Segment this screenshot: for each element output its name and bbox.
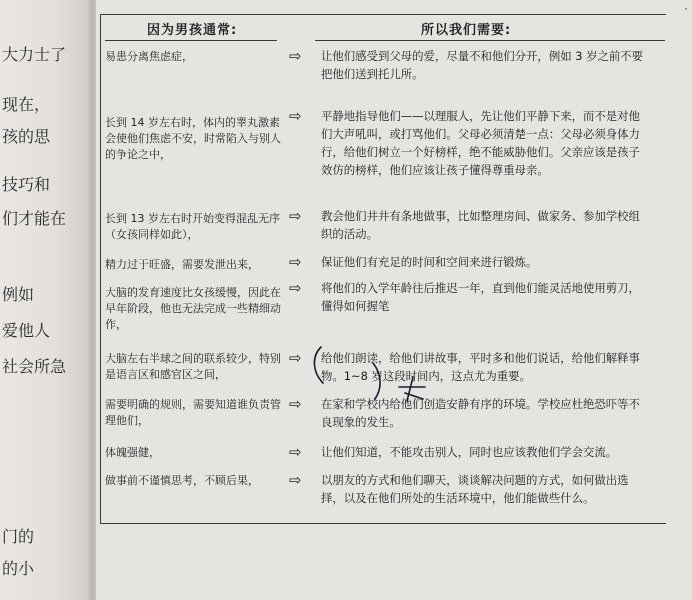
cause-column-header: 因为男孩通常: [147, 23, 238, 38]
effect-text: 以朋友的方式和他们聊天，谈谈解决问题的方式，如何做出选择，以及在他们所处的生活环境中，他们能做些什么。 [321, 473, 629, 505]
left-page-text: 技巧和 [2, 175, 51, 194]
left-page-text: 们才能在 [2, 209, 67, 228]
effect-text: 让他们感受到父母的爱，尽量不和他们分开，例如 3 岁之前不要把他们送到托儿所。 [321, 49, 644, 81]
header-rule-left [105, 40, 277, 41]
right-arrow-icon: ⇨ [289, 107, 302, 125]
cause-text: 大脑左右半球之间的联系较少，特别是语言区和感官区之间， [105, 352, 281, 381]
right-arrow-icon: ⇨ [289, 279, 302, 297]
effect-text: 教会他们井井有条地做事，比如整理房间、做家务、参加学校组织的活动。 [321, 209, 640, 241]
effect-text: 在家和学校内给他们创造安静有序的环境。学校应杜绝恐吓等不良现象的发生。 [321, 397, 640, 429]
effect-text: 保证他们有充足的时间和空间来进行锻炼。 [321, 255, 538, 269]
effect-column-header: 所以我们需要: [421, 23, 512, 38]
cause-text: 做事前不谨慎思考，不顾后果， [105, 474, 259, 487]
left-page-text: 门的 [2, 527, 35, 546]
cause-text: 长到 14 岁左右时，体内的睾丸激素会使他们焦虑不安，时常陷入与别人的争论之中， [105, 116, 281, 161]
handwritten-annotation [309, 343, 429, 407]
cause-text: 体魄强健， [105, 446, 160, 459]
cause-text: 需要明确的规则，需要知道谁负责管理他们， [105, 398, 281, 427]
right-arrow-icon: ⇨ [289, 349, 302, 367]
left-page-text: 爱他人 [2, 321, 51, 340]
header-rule-right [315, 40, 665, 41]
left-page-text: 孩的思 [2, 127, 51, 146]
left-page-text: 大力士了 [2, 45, 67, 64]
right-arrow-icon: ⇨ [289, 253, 302, 271]
corner-mark: · [684, 2, 688, 16]
effect-text: 给他们朗读，给他们讲故事，平时多和他们说话，给他们解释事物。1~8 岁这段时间内，这点尤为重要。 [321, 351, 640, 383]
left-page [0, 0, 92, 600]
effect-text: 让他们知道，不能攻击别人，同时也应该教他们学会交流。 [321, 445, 618, 459]
cause-text: 大脑的发育速度比女孩缓慢，因此在早年阶段，他也无法完成一些精细动作， [105, 286, 281, 331]
right-arrow-icon: ⇨ [289, 207, 302, 225]
cause-text: 精力过于旺盛，需要发泄出来， [105, 258, 259, 271]
left-page-text: 现在， [2, 95, 51, 114]
left-page-text: 例如 [2, 285, 35, 304]
left-page-text: 的小 [2, 559, 35, 578]
cause-text: 易患分离焦虑症， [105, 50, 193, 63]
effect-text: 将他们的入学年龄往后推迟一年，直到他们能灵活地使用剪刀，懂得如何握笔 [321, 281, 640, 313]
left-page-text: 社会所急 [2, 357, 67, 376]
right-arrow-icon: ⇨ [289, 443, 302, 461]
effect-text: 平静地指导他们——以理服人，先让他们平静下来，而不是对他们大声吼叫，或打骂他们。父母必须清楚一点：父母必须身体力行，给他们树立一个好榜样，绝不能威胁他们。父亲应该是孩子效仿的榜样，他们应该让孩子懂得尊重母亲。 [321, 109, 640, 177]
right-arrow-icon: ⇨ [289, 47, 302, 65]
right-arrow-icon: ⇨ [289, 395, 302, 413]
cause-text: 长到 13 岁左右时开始变得混乱无序（女孩同样如此）， [105, 212, 280, 241]
cause-effect-table [100, 14, 666, 524]
right-page [96, 0, 692, 600]
right-arrow-icon: ⇨ [289, 471, 302, 489]
